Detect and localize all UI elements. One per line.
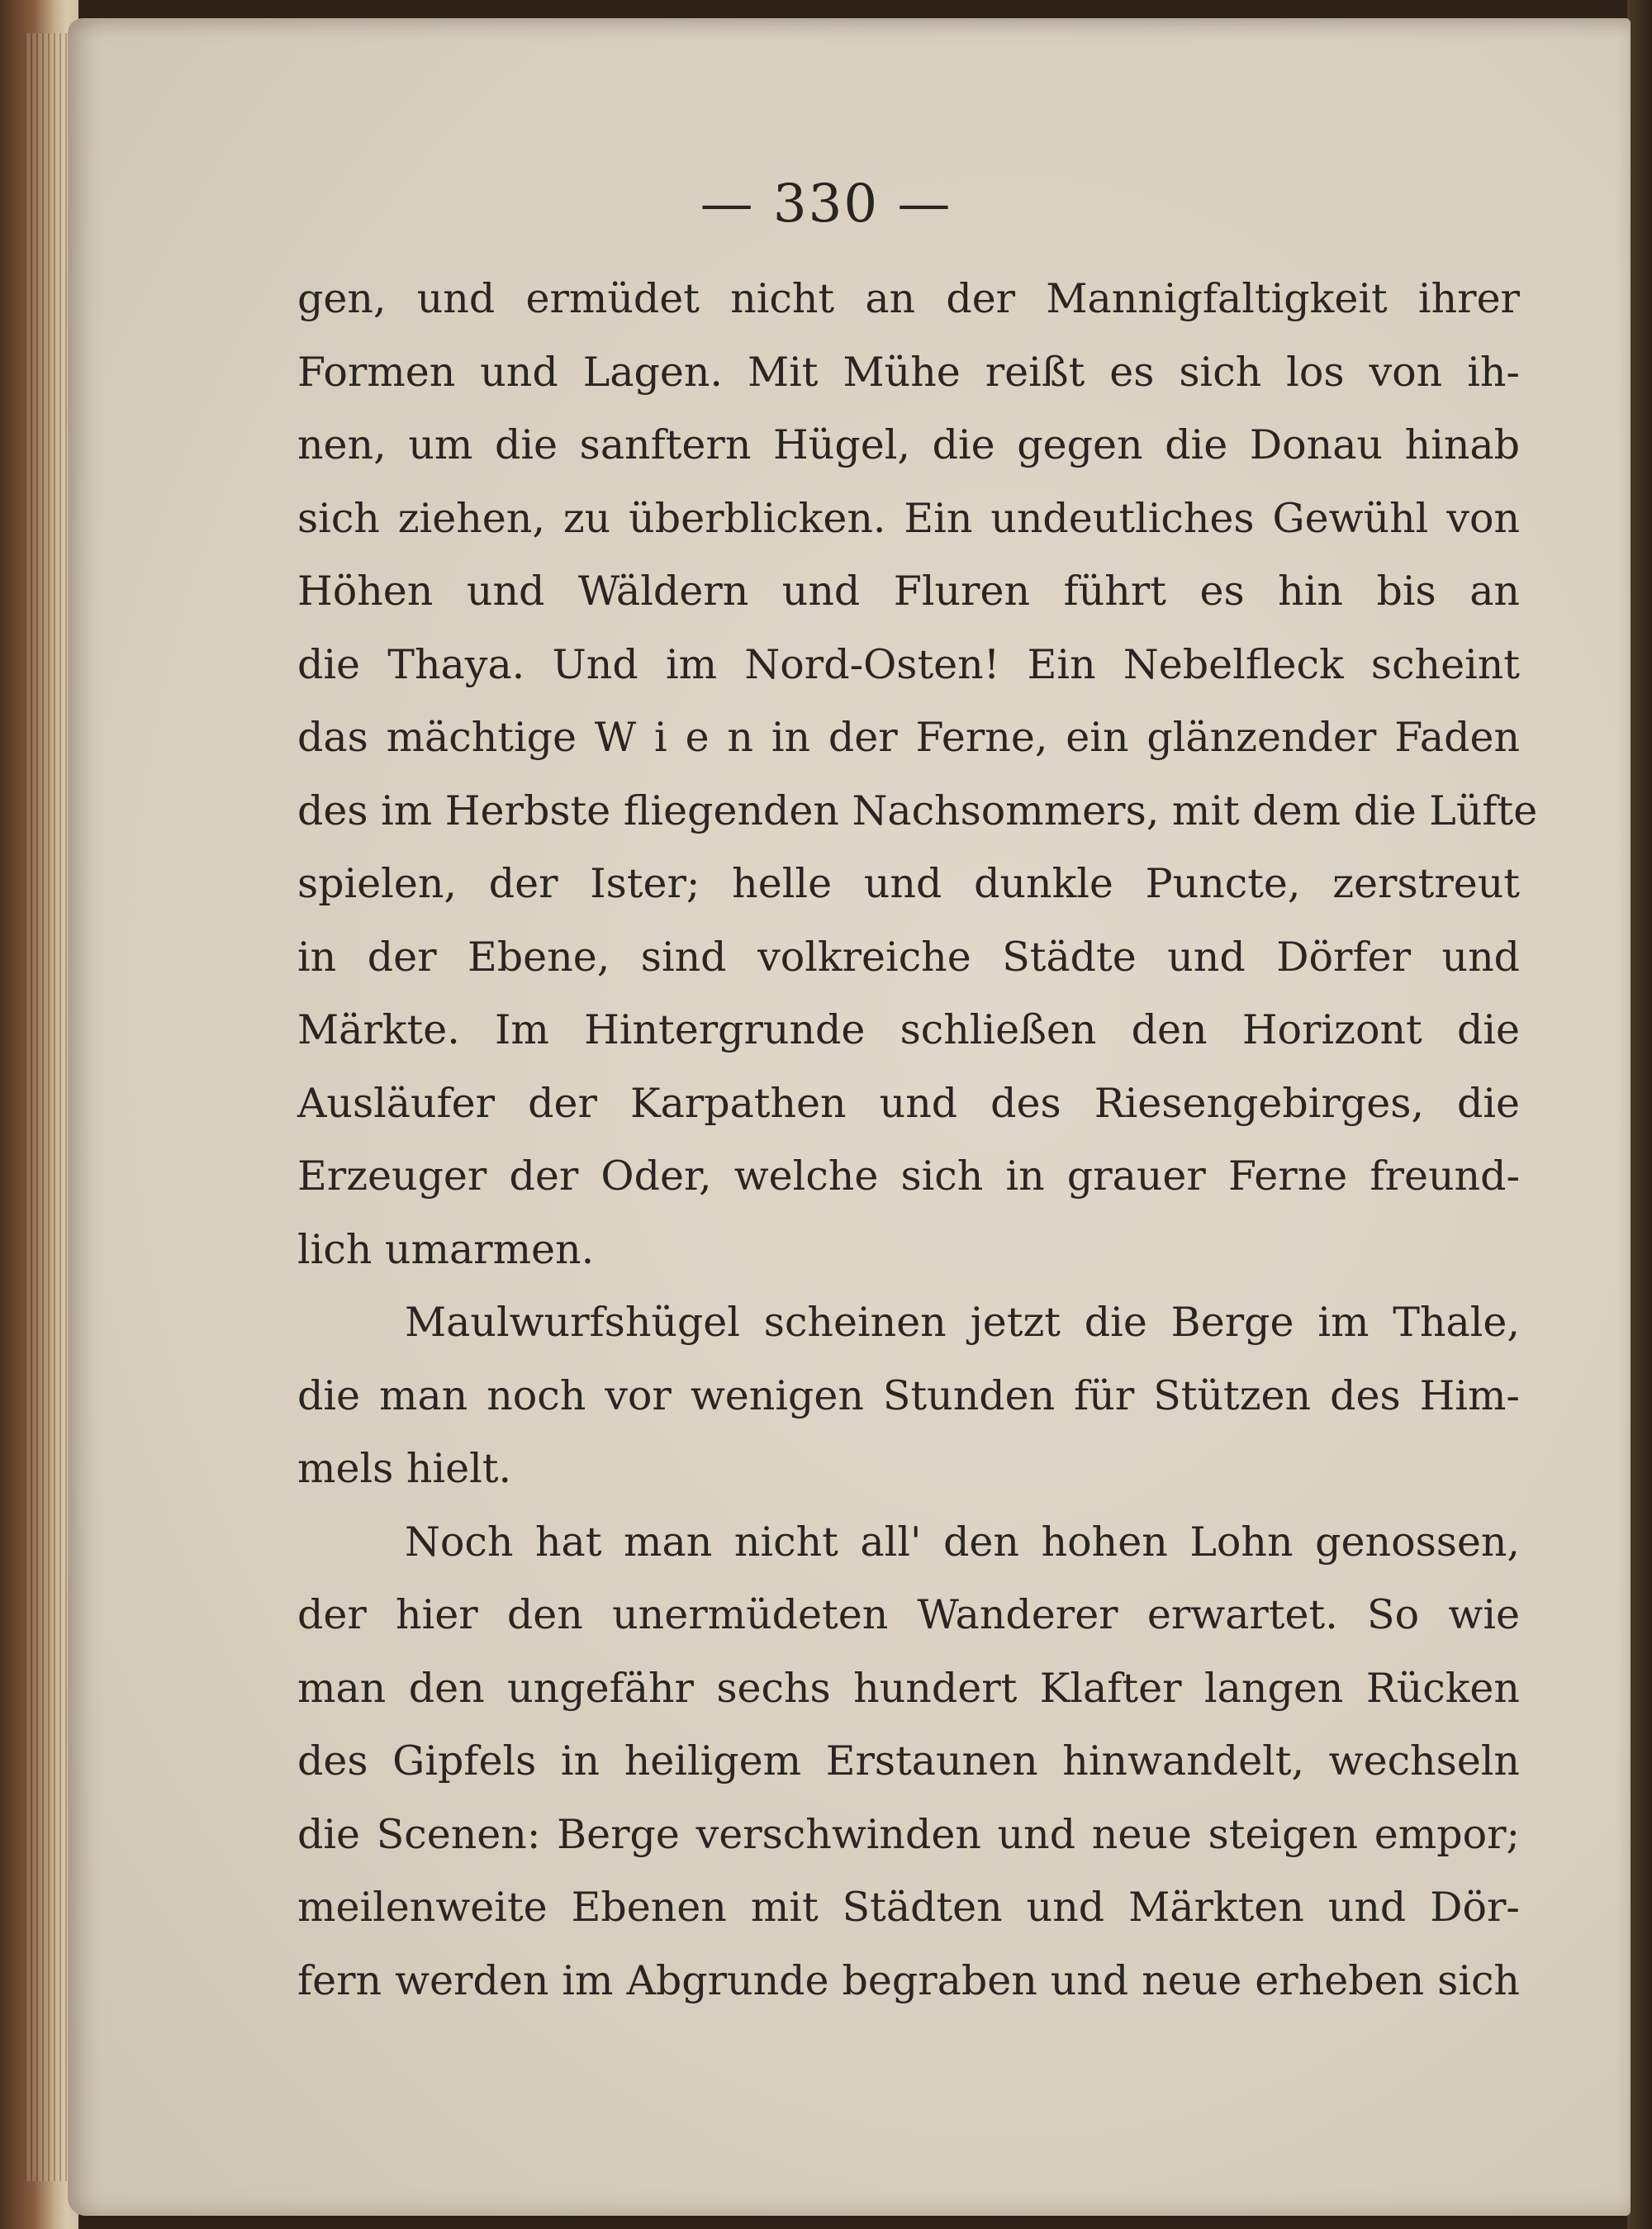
book-spine-edge: [0, 0, 78, 2229]
text-line: mels hielt.: [297, 1445, 512, 1492]
text-line: des Gipfels in heiligem Erstaunen hinwandelt, wechseln: [297, 1737, 1520, 1785]
page-stack-edge: [25, 33, 74, 2181]
text-line: in der Ebene, sind volkreiche Städte und Dörfer und: [297, 933, 1520, 981]
text-line: Märkte. Im Hintergrunde schließen den Horizont die: [297, 1006, 1520, 1053]
text-line: das mächtige W i e n in der Ferne, ein glänzender Faden: [297, 714, 1520, 761]
text-line: Noch hat man nicht all' den hohen Lohn genossen,: [405, 1518, 1520, 1566]
text-line: die Scenen: Berge verschwinden und neue steigen empor;: [297, 1810, 1520, 1858]
text-line: sich ziehen, zu überblicken. Ein undeutliches Gewühl von: [297, 494, 1520, 542]
text-line: gen, und ermüdet nicht an der Mannigfaltigkeit ihrer: [297, 275, 1520, 322]
text-line: Höhen und Wäldern und Fluren führt es hin bis an: [297, 568, 1520, 615]
text-line: Maulwurfshügel scheinen jetzt die Berge im Thale,: [405, 1299, 1520, 1346]
text-line: des im Herbste fliegenden Nachsommers, mit dem die Lüfte: [297, 787, 1538, 834]
text-line: nen, um die sanftern Hügel, die gegen die Donau hinab: [297, 421, 1520, 468]
text-line: man den ungefähr sechs hundert Klafter langen Rücken: [297, 1664, 1520, 1712]
page-number: — 330 —: [700, 173, 952, 235]
text-line: fern werden im Abgrunde begraben und neue erheben sich: [297, 1956, 1520, 2004]
body-text: [297, 263, 1538, 2018]
text-line: meilenweite Ebenen mit Städten und Märkten und Dör-: [297, 1884, 1520, 1931]
text-line: die man noch vor wenigen Stunden für Stützen des Him-: [297, 1371, 1520, 1419]
text-line: lich umarmen.: [297, 1225, 595, 1273]
text-line: Formen und Lagen. Mit Mühe reißt es sich los von ih-: [297, 348, 1520, 396]
text-line: spielen, der Ister; helle und dunkle Puncte, zerstreut: [297, 860, 1520, 907]
scan-background-edge: [1627, 0, 1652, 2229]
text-line: Erzeuger der Oder, welche sich in grauer Ferne freund-: [297, 1153, 1520, 1200]
text-line: Ausläufer der Karpathen und des Riesengebirges, die: [297, 1079, 1520, 1127]
text-line: der hier den unermüdeten Wanderer erwartet. So wie: [297, 1591, 1520, 1638]
text-line: die Thaya. Und im Nord-Osten! Ein Nebelfleck scheint: [297, 640, 1520, 688]
